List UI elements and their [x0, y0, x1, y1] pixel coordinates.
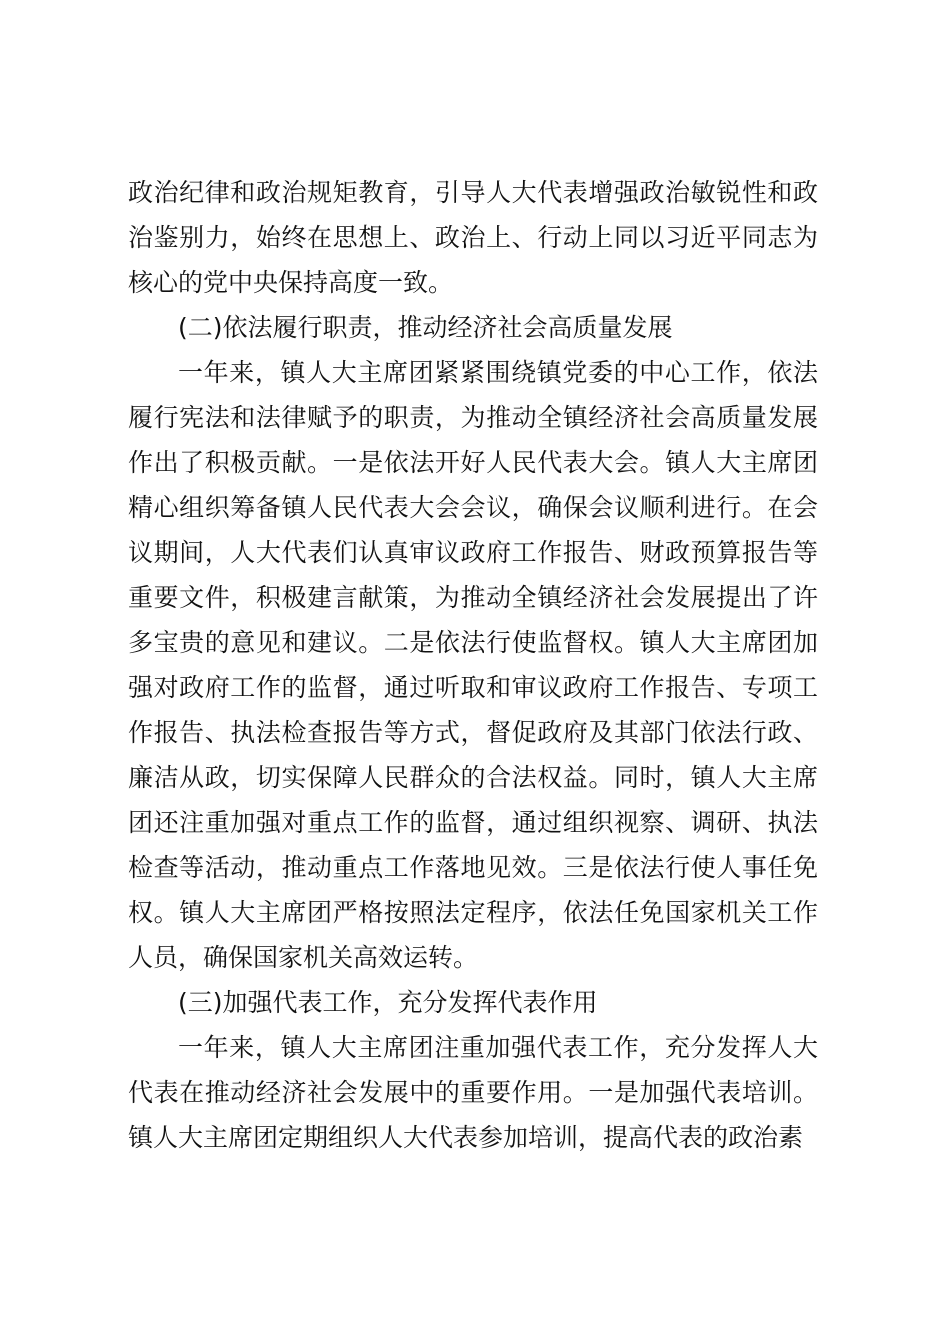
section-heading-3: (三)加强代表工作，充分发挥代表作用 [178, 988, 598, 1017]
paragraph-duties: 一年来，镇人大主席团紧紧围绕镇党委的中心工作，依法履行宪法和法律赋予的职责，为推动全镇经济社会高质量发展作出了积极贡献。一是依法开好人民代表大会。镇人大主席团精心组织筹备镇人民代表大会会议，确保会议顺利进行。在会议期间，人大代表们认真审议政府工作报告、财政预算报告等重要文件，积极建言献策，为推动全镇经济社会发展提出了许多宝贵的意见和建议。二是依法行使监督权。镇人大主席团加强对政府工作的监督，通过听取和审议政府工作报告、专项工作报告、执法检查报告等方式，督促政府及其部门依法行政、廉洁从政，切实保障人民群众的合法权益。同时，镇人大主席团还注重加强对重点工作的监督，通过组织视察、调研、执法检查等活动，推动重点工作落地见效。三是依法行使人事任免权。镇人大主席团严格按照法定程序，依法任免国家机关工作人员，确保国家机关高效运转。 [128, 358, 818, 972]
paragraph-representatives: 一年来，镇人大主席团注重加强代表工作，充分发挥人大代表在推动经济社会发展中的重要作用。一是加强代表培训。镇人大主席团定期组织人大代表参加培训，提高代表的政治素 [128, 1033, 818, 1152]
section-heading-2: (二)依法履行职责，推动经济社会高质量发展 [178, 313, 673, 342]
document-body [128, 170, 818, 1160]
paragraph-continuation: 政治纪律和政治规矩教育，引导人大代表增强政治敏锐性和政治鉴别力，始终在思想上、政治上、行动上同以习近平同志为核心的党中央保持高度一致。 [128, 178, 818, 297]
